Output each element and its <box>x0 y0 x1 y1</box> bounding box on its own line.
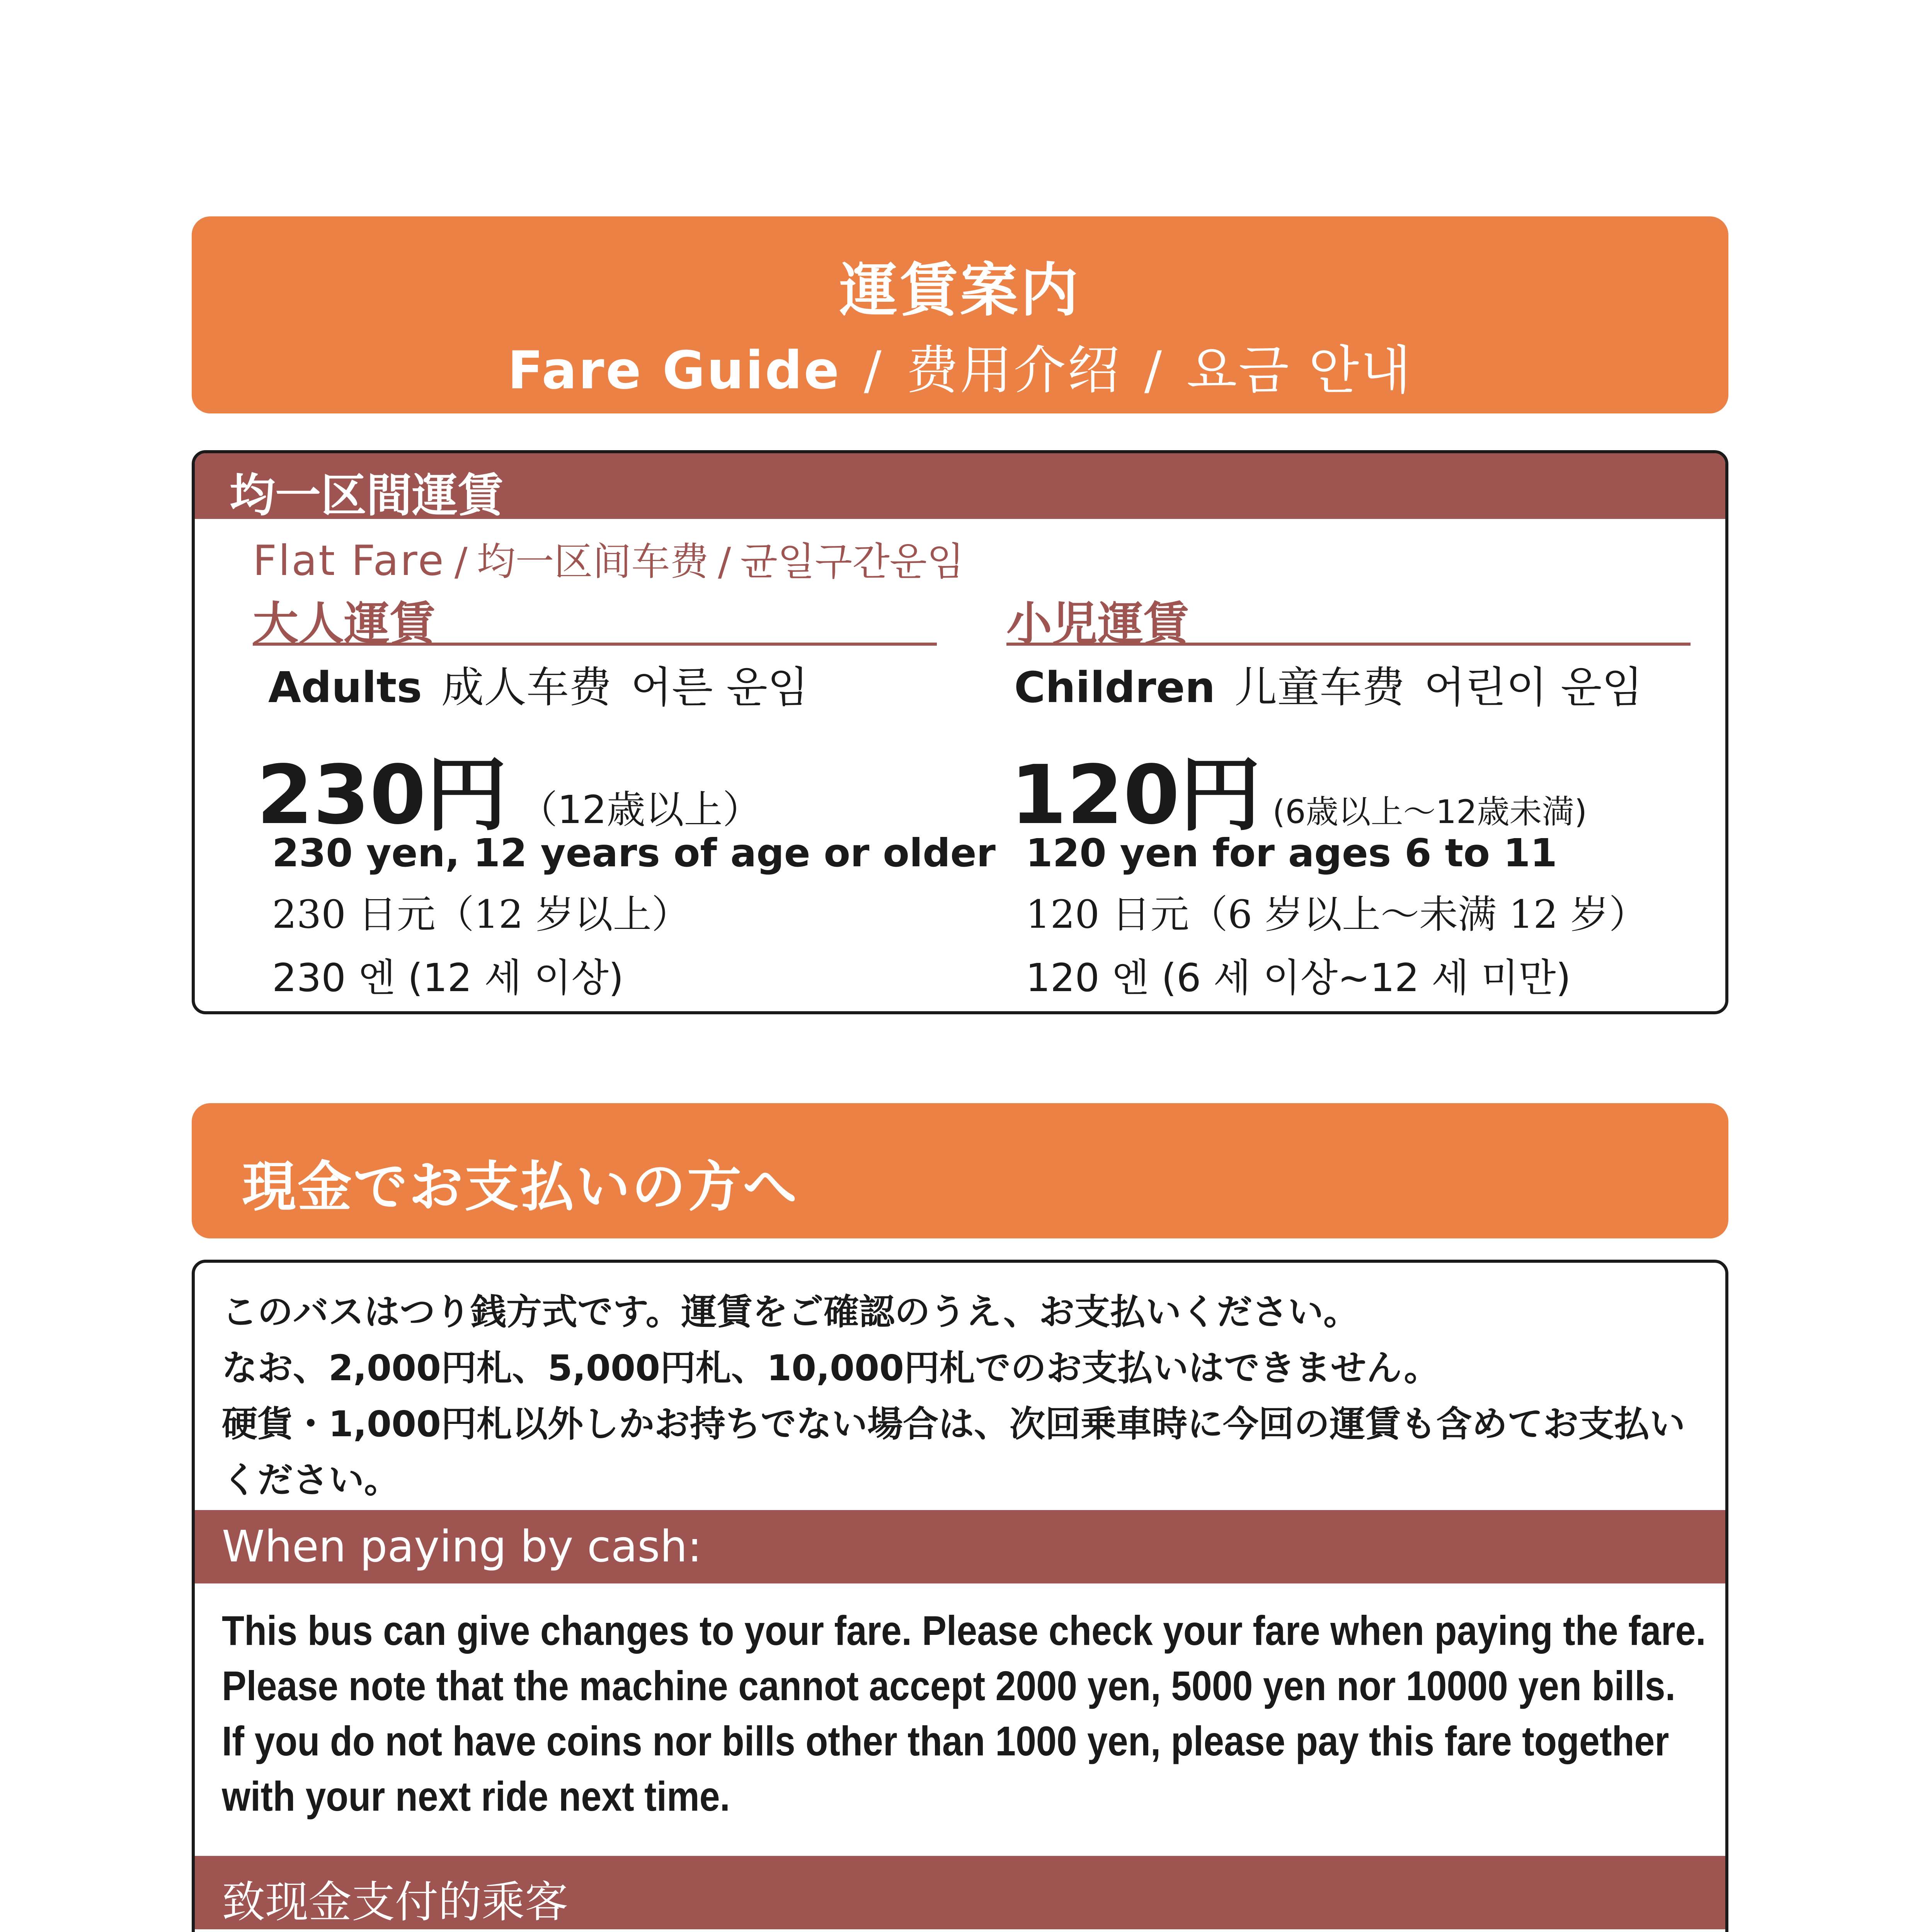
english-line: with your next ride next time. <box>222 1773 730 1820</box>
cash-payment-banner <box>192 1103 1728 1238</box>
japanese-line: このバスはつり銭方式です。運賃をご確認のうえ、お支払いください。 <box>222 1291 1359 1333</box>
adult-name-korean: 어른 운임 <box>630 663 809 712</box>
flat-fare-korean: 균일구간운임 <box>740 539 964 584</box>
title-separator: / <box>1144 340 1164 401</box>
child-age-note: (6歳以上～12歳未満) <box>1272 793 1587 831</box>
adult-price-row <box>257 730 937 842</box>
adult-name-chinese: 成人车费 <box>441 663 611 712</box>
child-fare-title: 小児運賃 <box>1006 585 1691 646</box>
child-price-row <box>1010 730 1691 842</box>
flat-fare-chinese: 均一区间车费 <box>477 539 709 584</box>
child-name-english: Children <box>1014 663 1216 712</box>
title-separator: / <box>864 340 883 401</box>
child-english-line: 120 yen for ages 6 to 11 <box>1026 830 1557 876</box>
english-instructions <box>222 1603 1711 1824</box>
adult-fare-column <box>253 585 996 1002</box>
flat-fare-header <box>195 453 1725 522</box>
child-fare-names <box>1014 653 1691 714</box>
flat-fare-header-text: 均一区間運賃 <box>230 469 504 522</box>
japanese-line: ください。 <box>222 1459 400 1501</box>
fare-guide-banner <box>192 216 1728 413</box>
english-line: Please note that the machine cannot accept 2000 yen, 5000 yen nor 10000 yen bills. <box>222 1662 1675 1709</box>
adult-price: 230円 <box>257 748 507 842</box>
chinese-section-header: 致现金支付的乘客 <box>195 1856 1725 1929</box>
adult-age-note: （12歳以上） <box>519 787 761 832</box>
adult-fare-title: 大人運賃 <box>253 585 937 646</box>
child-price: 120円 <box>1010 748 1261 842</box>
english-line: This bus can give changes to your fare. Please check your fare when paying the fare. <box>222 1607 1706 1654</box>
japanese-instructions <box>222 1284 1691 1508</box>
adult-korean-line: 230 엔 (12 세 이상) <box>272 955 624 1000</box>
adult-name-english: Adults <box>268 663 422 712</box>
japanese-line: 硬貨・1,000円札以外しかお持ちでない場合は、次回乗車時に今回の運賃も含めてお支払い <box>222 1403 1685 1445</box>
title-english: Fare Guide <box>507 340 841 401</box>
cash-payment-title: 現金でお支払いの方へ <box>242 1156 799 1219</box>
adult-english-line: 230 yen, 12 years of age or older <box>272 830 996 876</box>
child-name-korean: 어린이 운임 <box>1424 663 1643 712</box>
title-multilingual <box>192 328 1728 403</box>
title-korean: 요금 안내 <box>1187 340 1413 401</box>
child-fare-column <box>1006 585 1691 1002</box>
english-line: If you do not have coins nor bills other than 1000 yen, please pay this fare together <box>222 1718 1669 1764</box>
adult-chinese-line: 230 日元（12 岁以上） <box>272 892 690 937</box>
flat-fare-subtitle <box>253 531 964 586</box>
separator: / <box>718 539 731 584</box>
title-chinese: 费用介绍 <box>906 340 1121 401</box>
title-japanese: 運賃案内 <box>839 257 1081 324</box>
cash-payment-panel <box>192 1260 1728 1932</box>
flat-fare-english: Flat Fare <box>253 537 445 585</box>
child-chinese-line: 120 日元（6 岁以上～未满 12 岁） <box>1026 892 1648 937</box>
japanese-line: なお、2,000円札、5,000円札、10,000円札でのお支払いはできません。 <box>222 1347 1440 1389</box>
separator: / <box>454 539 468 584</box>
child-korean-line: 120 엔 (6 세 이상~12 세 미만) <box>1026 955 1571 1000</box>
child-name-chinese: 儿童车费 <box>1234 663 1405 712</box>
flat-fare-panel <box>192 450 1728 1014</box>
english-section-header: When paying by cash: <box>195 1510 1725 1583</box>
adult-fare-names <box>268 653 937 714</box>
